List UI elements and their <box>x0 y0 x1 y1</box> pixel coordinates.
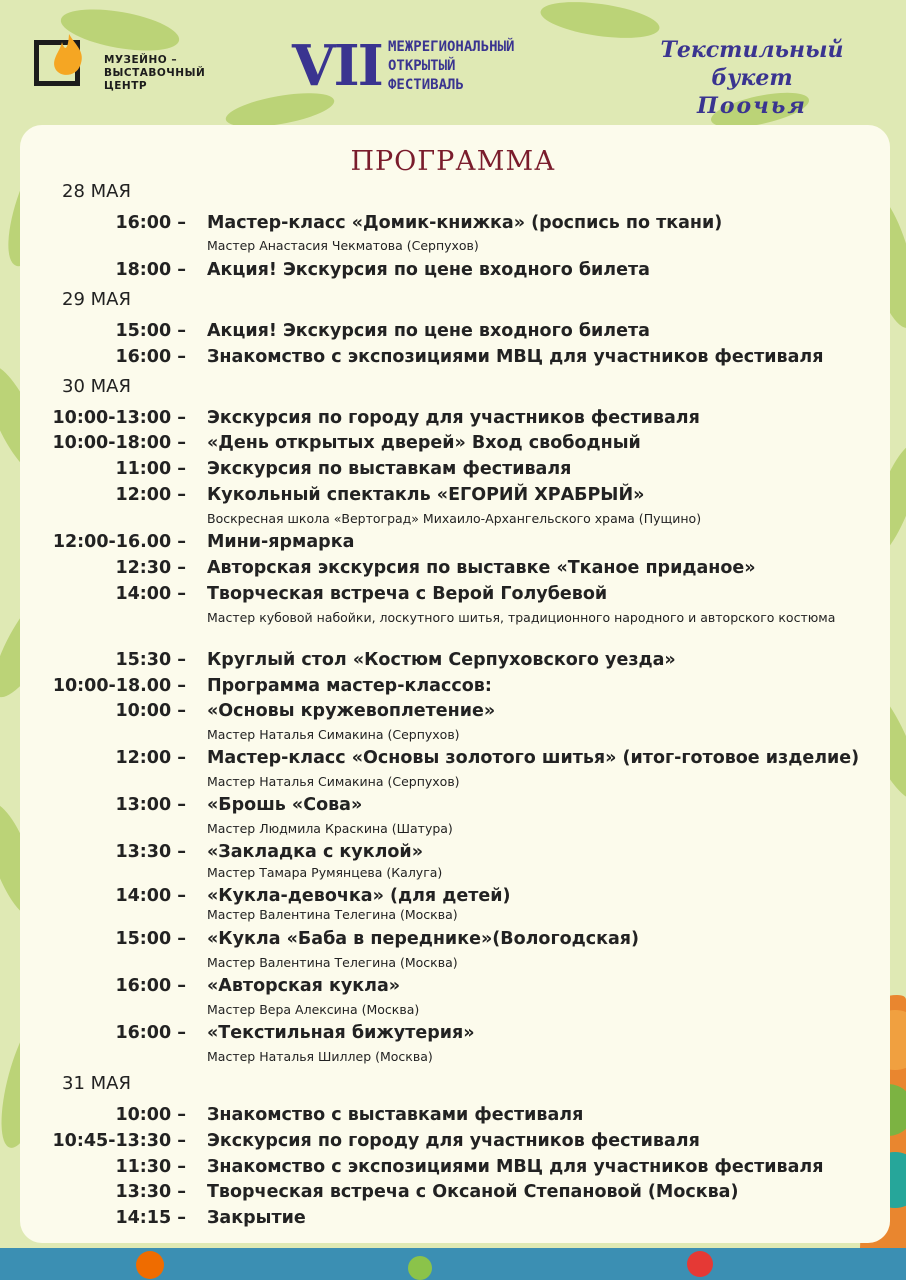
event-time: 10:00 – <box>115 1105 186 1125</box>
museum-logo-line3: ЦЕНТР <box>104 80 148 92</box>
festival-number: VII <box>292 33 382 99</box>
event-note: Мастер Людмила Краскина (Шатура) <box>207 821 453 836</box>
schedule-row <box>0 1157 906 1179</box>
event-time: 15:00 – <box>115 929 186 949</box>
festival-line3: ФЕСТИВАЛЬ <box>388 77 464 93</box>
schedule-row <box>0 795 906 817</box>
schedule-row <box>0 1105 906 1127</box>
event-time: 12:30 – <box>115 558 186 578</box>
schedule-row <box>0 408 906 430</box>
event-time: 14:00 – <box>115 886 186 906</box>
schedule-row <box>0 532 906 554</box>
museum-logo-line1: МУЗЕЙНО – <box>104 54 178 66</box>
event-note: Мастер кубовой набойки, лоскутного шитья, традиционного народного и авторского костюма <box>207 610 836 625</box>
schedule-row <box>0 260 906 282</box>
schedule-row <box>0 459 906 481</box>
schedule-row <box>0 321 906 343</box>
festival-line2: ОТКРЫТЫЙ <box>388 58 456 74</box>
schedule-row <box>0 213 906 235</box>
event-note: Мастер Наталья Симакина (Серпухов) <box>207 774 460 789</box>
event-note: Мастер Наталья Симакина (Серпухов) <box>207 727 460 742</box>
event-time: 10:00 – <box>115 701 186 721</box>
schedule-row <box>0 929 906 951</box>
event-title: «Кукла-девочка» (для детей) <box>207 886 511 906</box>
schedule-row <box>0 976 906 998</box>
event-time: 16:00 – <box>115 1023 186 1043</box>
event-time: 10:00-18.00 – <box>52 676 186 696</box>
event-time: 12:00 – <box>115 485 186 505</box>
event-note: Мастер Наталья Шиллер (Москва) <box>207 1049 433 1064</box>
event-time: 16:00 – <box>115 213 186 233</box>
schedule-row <box>0 886 906 908</box>
schedule-row <box>0 748 906 770</box>
event-title: Мастер-класс «Основы золотого шитья» (итог-готовое изделие) <box>207 748 860 768</box>
schedule-row <box>0 842 906 864</box>
schedule-row <box>0 1208 906 1230</box>
event-title: «Закладка с куклой» <box>207 842 423 862</box>
event-note: Воскресная школа «Вертоград» Михаило-Архангельского храма (Пущино) <box>207 511 702 526</box>
museum-logo <box>32 32 222 102</box>
event-time: 14:00 – <box>115 584 186 604</box>
event-title: «Авторская кукла» <box>207 976 401 996</box>
event-title: «Кукла «Баба в переднике»(Вологодская) <box>207 929 640 949</box>
event-note: Мастер Валентина Телегина (Москва) <box>207 907 458 922</box>
event-title: Экскурсия по городу для участников фестиваля <box>207 408 700 428</box>
event-time: 15:00 – <box>115 321 186 341</box>
event-note: Мастер Тамара Румянцева (Калуга) <box>207 865 443 880</box>
event-note: Мастер Валентина Телегина (Москва) <box>207 955 458 970</box>
event-title: Творческая встреча с Оксаной Степановой (Москва) <box>207 1182 739 1202</box>
event-title: Знакомство с экспозициями МВЦ для участников фестиваля <box>207 347 824 367</box>
schedule-row <box>0 1023 906 1045</box>
brand-line2: Поочья <box>697 93 807 119</box>
brand-line1: Текстильный букет <box>660 37 844 91</box>
event-title: Знакомство с экспозициями МВЦ для участников фестиваля <box>207 1157 824 1177</box>
event-title: Мастер-класс «Домик-книжка» (роспись по ткани) <box>207 213 723 233</box>
event-title: Творческая встреча с Верой Голубевой <box>207 584 608 604</box>
event-title: Авторская экскурсия по выставке «Тканое приданое» <box>207 558 756 578</box>
schedule-row <box>0 1131 906 1153</box>
festival-line1: МЕЖРЕГИОНАЛЬНЫЙ <box>388 39 515 55</box>
day-heading: 31 МАЯ <box>62 1073 131 1094</box>
event-note: Мастер Вера Алексина (Москва) <box>207 1002 420 1017</box>
schedule-row <box>0 347 906 369</box>
event-time: 16:00 – <box>115 976 186 996</box>
brand-logo <box>622 36 882 119</box>
event-time: 15:30 – <box>115 650 186 670</box>
event-title: Закрытие <box>207 1208 306 1228</box>
event-title: Экскурсия по выставкам фестиваля <box>207 459 572 479</box>
event-time: 12:00 – <box>115 748 186 768</box>
event-time: 13:00 – <box>115 795 186 815</box>
event-title: «Брошь «Сова» <box>207 795 363 815</box>
event-time: 11:30 – <box>115 1157 186 1177</box>
event-time: 12:00-16.00 – <box>52 532 186 552</box>
museum-logo-line2: ВЫСТАВОЧНЫЙ <box>104 67 206 79</box>
event-time: 16:00 – <box>115 347 186 367</box>
event-time: 10:00-13:00 – <box>52 408 186 428</box>
flame-icon <box>46 32 92 82</box>
event-title: Кукольный спектакль «ЕГОРИЙ ХРАБРЫЙ» <box>207 485 645 505</box>
event-time: 10:45-13:30 – <box>52 1131 186 1151</box>
day-heading: 28 МАЯ <box>62 181 131 202</box>
schedule-row <box>0 584 906 606</box>
schedule-row <box>0 558 906 580</box>
event-time: 10:00-18:00 – <box>52 433 186 453</box>
page-title: ПРОГРАММА <box>350 146 556 177</box>
event-time: 13:30 – <box>115 842 186 862</box>
event-title: «День открытых дверей» Вход свободный <box>207 433 641 453</box>
schedule-row <box>0 701 906 723</box>
event-time: 14:15 – <box>115 1208 186 1228</box>
event-time: 11:00 – <box>115 459 186 479</box>
event-title: Мини-ярмарка <box>207 532 355 552</box>
schedule-row <box>0 650 906 672</box>
event-title: Круглый стол «Костюм Серпуховского уезда» <box>207 650 676 670</box>
schedule-row <box>0 485 906 507</box>
event-note: Мастер Анастасия Чекматова (Серпухов) <box>207 238 479 253</box>
schedule-row <box>0 1182 906 1204</box>
event-title: Программа мастер-классов: <box>207 676 492 696</box>
event-title: «Основы кружевоплетение» <box>207 701 496 721</box>
day-heading: 30 МАЯ <box>62 376 131 397</box>
event-title: Акция! Экскурсия по цене входного билета <box>207 260 650 280</box>
event-title: Акция! Экскурсия по цене входного билета <box>207 321 650 341</box>
event-time: 18:00 – <box>115 260 186 280</box>
event-title: «Текстильная бижутерия» <box>207 1023 475 1043</box>
day-heading: 29 МАЯ <box>62 289 131 310</box>
schedule-row <box>0 676 906 698</box>
event-time: 13:30 – <box>115 1182 186 1202</box>
schedule-row <box>0 433 906 455</box>
event-title: Экскурсия по городу для участников фестиваля <box>207 1131 700 1151</box>
festival-logo <box>292 33 592 100</box>
event-title: Знакомство с выставками фестиваля <box>207 1105 584 1125</box>
